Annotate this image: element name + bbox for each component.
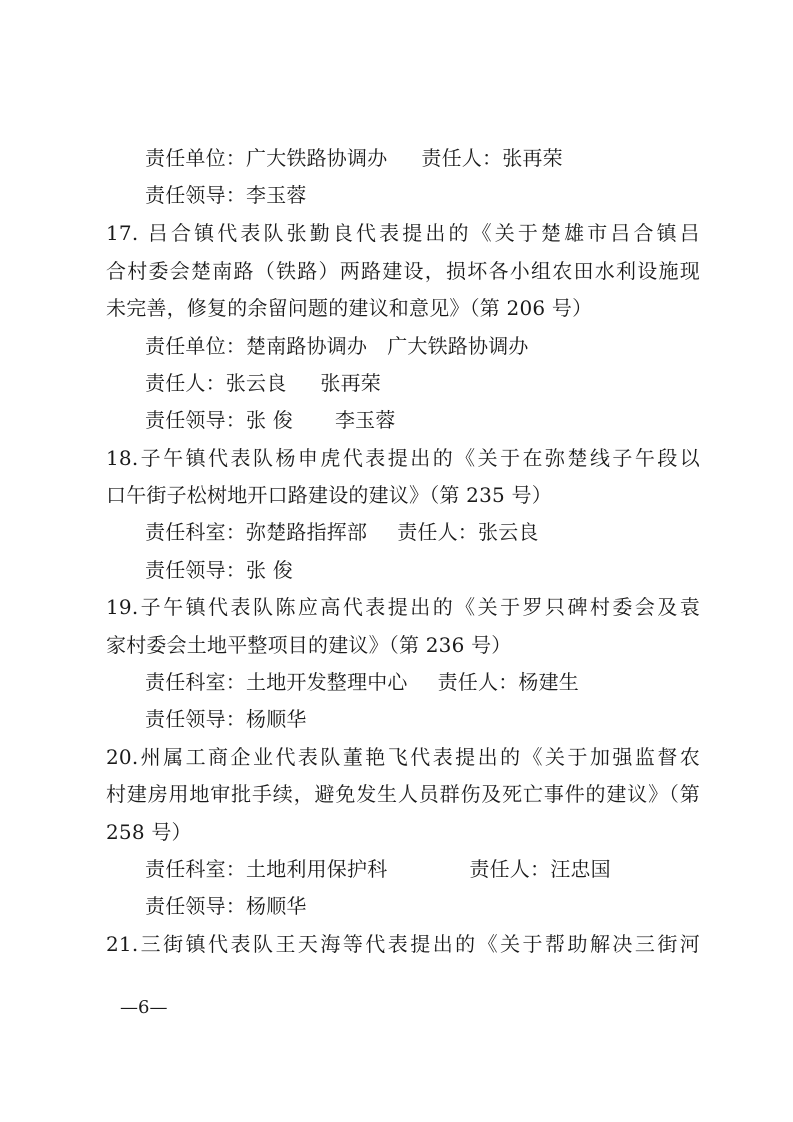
paragraph-line: 21.三街镇代表队王天海等代表提出的《关于帮助解决三街河	[106, 932, 700, 956]
text-line: 责任科室：弥楚路指挥部 责任人：张云良	[145, 520, 539, 544]
text-line: 责任领导：杨顺华	[145, 894, 307, 918]
paragraph-line: 合村委会楚南路（铁路）两路建设，损坏各小组农田水利设施现	[106, 259, 700, 283]
text-line: 责任科室：土地利用保护科 责任人：汪忠国	[145, 857, 611, 881]
text-line: 责任单位：楚南路协调办 广大铁路协调办	[145, 334, 529, 358]
paragraph-line: 20.州属工商企业代表队董艳飞代表提出的《关于加强监督农	[106, 745, 700, 769]
paragraph-line: 18.子午镇代表队杨申虎代表提出的《关于在弥楚线子午段以	[106, 446, 700, 470]
paragraph-line: 未完善，修复的余留问题的建议和意见》（第 206 号）	[106, 296, 593, 320]
text-line: 责任领导：张 俊	[145, 558, 293, 582]
text-line: 责任领导：张 俊 李玉蓉	[145, 408, 396, 432]
paragraph-line: 村建房用地审批手续，避免发生人员群伤及死亡事件的建议》（第	[106, 782, 700, 806]
paragraph-line: 258 号）	[106, 820, 192, 844]
paragraph-line: 19.子午镇代表队陈应高代表提出的《关于罗只碑村委会及袁	[106, 595, 700, 619]
text-line: 责任人：张云良 张再荣	[145, 371, 382, 395]
text-line: 责任单位：广大铁路协调办 责任人：张再荣	[145, 146, 563, 170]
text-line: 责任领导：李玉蓉	[145, 183, 307, 207]
paragraph-line: 口午街子松树地开口路建设的建议》（第 235 号）	[106, 483, 552, 507]
text-line: 责任科室：土地开发整理中心 责任人：杨建生	[145, 670, 580, 694]
text-line: 责任领导：杨顺华	[145, 707, 307, 731]
paragraph-line: 17. 吕合镇代表队张勤良代表提出的《关于楚雄市吕合镇吕	[106, 221, 700, 245]
page-number: —6—	[120, 997, 168, 1018]
paragraph-line: 家村委会土地平整项目的建议》（第 236 号）	[106, 633, 512, 657]
